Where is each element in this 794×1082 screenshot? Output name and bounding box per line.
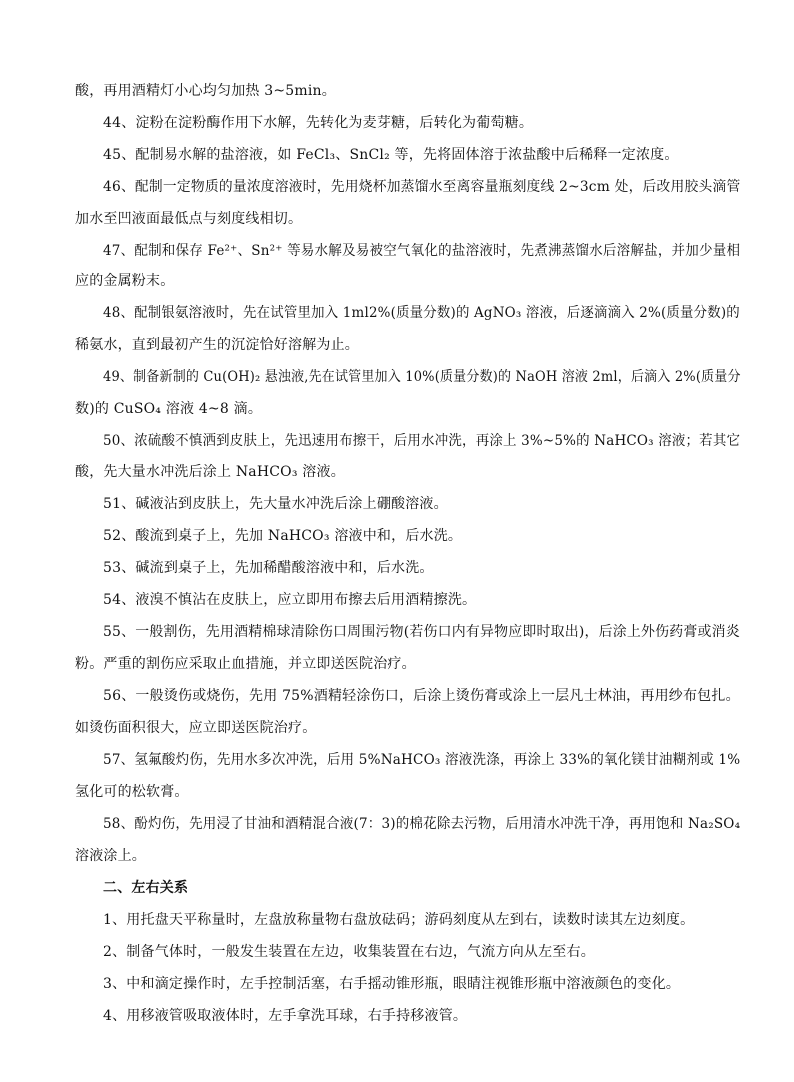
text-line: 溶液涂上。 — [75, 848, 146, 864]
item-55: 55、一般割伤，先用酒精棉球清除伤口周围污物(若伤口内有异物应即时取出)，后涂上外伤药膏或消炎 — [103, 624, 740, 640]
item-58: 58、酚灼伤，先用浸了甘油和酒精混合液(7：3)的棉花除去污物，后用清水冲洗干净，再用饱和 Na₂SO₄ — [103, 816, 741, 832]
text-line: 酸，再用酒精灯小心均匀加热 3~5min。 — [75, 83, 336, 99]
item-2: 2、制备气体时，一般发生装置在左边，收集装置在右边，气流方向从左至右。 — [103, 944, 595, 960]
item-44: 44、淀粉在淀粉酶作用下水解，先转化为麦芽糖，后转化为葡萄糖。 — [103, 115, 534, 131]
item-47: 47、配制和保存 Fe²⁺、Sn²⁺ 等易水解及易被空气氧化的盐溶液时，先煮沸蒸馏水后溶解盐，并加少量相 — [103, 243, 741, 259]
item-51: 51、碱液沾到皮肤上，先大量水冲洗后涂上硼酸溶液。 — [103, 496, 448, 512]
item-4: 4、用移液管吸取液体时，左手拿洗耳球，右手持移液管。 — [103, 1008, 468, 1024]
text-line: 粉。严重的割伤应采取止血措施，并立即送医院治疗。 — [75, 656, 416, 672]
section-heading: 二、左右关系 — [103, 880, 189, 896]
text-line: 应的金属粉末。 — [75, 273, 175, 289]
item-46: 46、配制一定物质的量浓度溶液时，先用烧杯加蒸馏水至离容量瓶刻度线 2~3cm 处，后改用胶头滴管 — [103, 179, 741, 195]
item-50: 50、浓硫酸不慎洒到皮肤上，先迅速用布擦干，后用水冲洗，再涂上 3%~5%的 NaHCO₃ 溶液；若其它 — [103, 433, 741, 449]
item-52: 52、酸流到桌子上，先加 NaHCO₃ 溶液中和，后水洗。 — [103, 528, 463, 544]
item-1: 1、用托盘天平称量时，左盘放称量物右盘放砝码；游码刻度从左到右，读数时读其左边刻度。 — [103, 912, 695, 928]
item-53: 53、碱流到桌子上，先加稀醋酸溶液中和，后水洗。 — [103, 560, 434, 576]
text-line: 数)的 CuSO₄ 溶液 4~8 滴。 — [75, 401, 263, 417]
item-49: 49、制备新制的 Cu(OH)₂ 悬浊液,先在试管里加入 10%(质量分数)的 NaOH 溶液 2ml，后滴入 2%(质量分 — [103, 369, 741, 385]
item-45: 45、配制易水解的盐溶液，如 FeCl₃、SnCl₂ 等，先将固体溶于浓盐酸中后稀释一定浓度。 — [103, 147, 679, 163]
text-line: 氢化可的松软膏。 — [75, 784, 189, 800]
text-line: 稀氨水，直到最初产生的沉淀恰好溶解为止。 — [75, 337, 359, 353]
item-56: 56、一般烫伤或烧伤，先用 75%酒精轻涂伤口，后涂上烫伤膏或涂上一层凡士林油，再用纱布包扎。 — [103, 688, 740, 704]
text-line: 酸，先大量水冲洗后涂上 NaHCO₃ 溶液。 — [75, 464, 345, 480]
item-54: 54、液溴不慎沾在皮肤上，应立即用布擦去后用酒精擦洗。 — [103, 592, 477, 608]
item-3: 3、中和滴定操作时，左手控制活塞，右手摇动锥形瓶，眼睛注视锥形瓶中溶液颜色的变化。 — [103, 976, 681, 992]
item-48: 48、配制银氨溶液时，先在试管里加入 1ml2%(质量分数)的 AgNO₃ 溶液，后逐滴滴入 2%(质量分数)的 — [103, 305, 740, 321]
text-line: 加水至凹液面最低点与刻度线相切。 — [75, 211, 303, 227]
text-line: 如烫伤面积很大，应立即送医院治疗。 — [75, 720, 317, 736]
item-57: 57、氢氟酸灼伤，先用水多次冲洗，后用 5%NaHCO₃ 溶液洗涤，再涂上 33%的氧化镁甘油糊剂或 1% — [103, 752, 741, 768]
